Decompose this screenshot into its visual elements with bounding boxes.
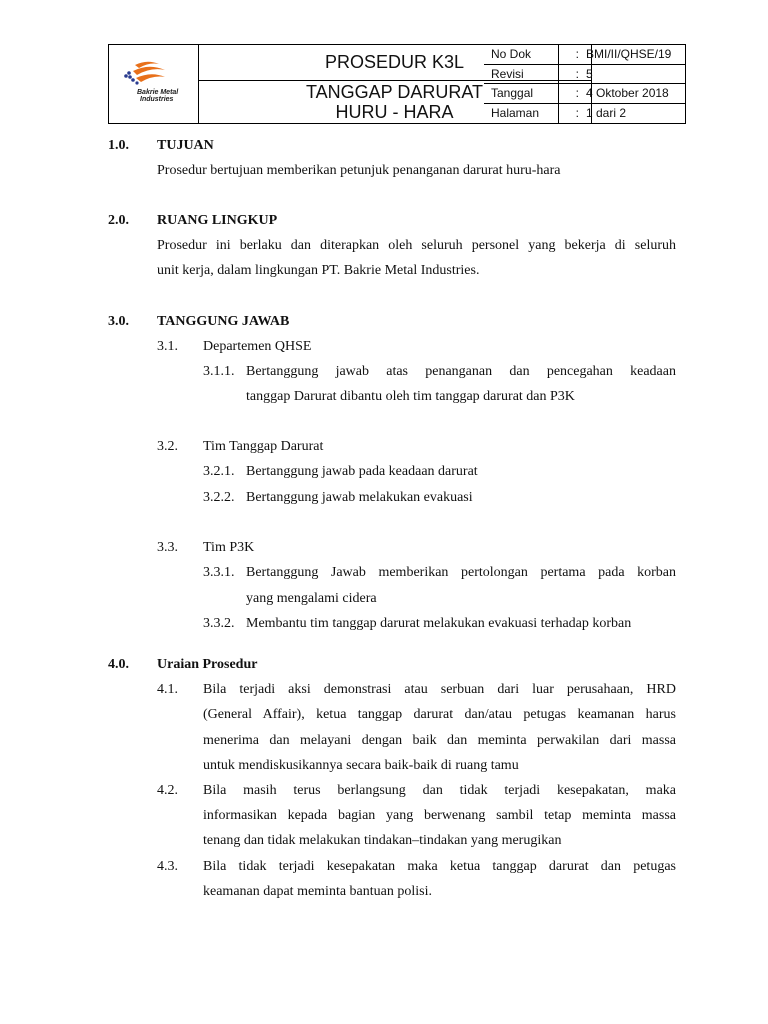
logo-text <box>137 89 178 103</box>
bakrie-metal-logo-icon <box>109 45 198 123</box>
item-text: Bertanggung jawab melakukan evakuasi <box>246 490 473 505</box>
meta-colon: : <box>575 66 579 81</box>
meta-key: Revisi <box>484 65 559 84</box>
paragraph-number: 4.1. <box>157 682 178 697</box>
item-number: 3.3.2. <box>203 616 235 631</box>
logo-cell <box>109 45 199 123</box>
meta-key: Halaman <box>484 104 559 124</box>
subsection-number: 3.1. <box>157 339 178 354</box>
paragraph-line: Prosedur ini berlaku dan diterapkan oleh seluruh personel yang bekerja di seluruh <box>157 238 676 253</box>
meta-colon: : <box>575 86 579 101</box>
section-number: 2.0. <box>108 213 129 228</box>
subsection-number: 3.2. <box>157 439 178 454</box>
item-number: 3.3.1. <box>203 565 235 580</box>
item-text: Bertanggung jawab atas penanganan dan pencegahan keadaan <box>246 364 676 379</box>
document-meta-table <box>484 45 686 123</box>
item-text: Membantu tim tanggap darurat melakukan evakuasi terhadap korban <box>246 616 632 631</box>
meta-colon: : <box>575 106 579 121</box>
paragraph-line: Prosedur bertujuan memberikan petunjuk penanganan darurat huru-hara <box>157 163 561 178</box>
meta-row-tanggal <box>484 84 686 104</box>
section-heading: Uraian Prosedur <box>157 657 258 672</box>
section-heading: TUJUAN <box>157 138 214 153</box>
paragraph-line: (General Affair), ketua tanggap darurat dan/atau petugas keamanan harus <box>203 707 676 722</box>
item-number: 3.1.1. <box>203 364 235 379</box>
meta-key: Tanggal <box>484 84 559 103</box>
paragraph-line: Bila terjadi aksi demonstrasi atau serbuan dari luar perusahaan, HRD <box>203 682 676 697</box>
section-number: 1.0. <box>108 138 129 153</box>
paragraph-line: tenang dan tidak melakukan tindakan–tindakan yang merugikan <box>203 833 562 848</box>
paragraph-line: menerima dan melayani dengan baik dan meminta perwakilan dari massa <box>203 733 676 748</box>
subtitle-line1: TANGGAP DARURAT <box>305 82 484 102</box>
paragraph-line: Bila masih terus berlangsung dan tidak terjadi kesepakatan, maka <box>203 783 676 798</box>
paragraph-line: keamanan dapat meminta bantuan polisi. <box>203 884 432 899</box>
item-text: tanggap Darurat dibantu oleh tim tanggap darurat dan P3K <box>246 389 575 404</box>
meta-value: 4 Oktober 2018 <box>586 86 669 101</box>
logo-text-line1: Bakrie Metal <box>137 89 179 96</box>
item-text: Bertanggung Jawab memberikan pertolongan pertama pada korban <box>246 565 676 580</box>
subsection-number: 3.3. <box>157 540 178 555</box>
item-text: Bertanggung jawab pada keadaan darurat <box>246 464 478 479</box>
meta-key: No Dok <box>484 45 559 64</box>
subsection-title: Departemen QHSE <box>203 339 312 354</box>
paragraph-number: 4.3. <box>157 859 178 874</box>
section-number: 4.0. <box>108 657 129 672</box>
meta-value: BMI/II/QHSE/19 <box>586 47 672 62</box>
meta-row-revisi <box>484 65 686 85</box>
item-text: yang mengalami cidera <box>246 591 377 606</box>
subtitle-line2: HURU - HARA <box>335 102 454 122</box>
paragraph-line: Bila tidak terjadi kesepakatan maka ketua tanggap darurat dan petugas <box>203 859 676 874</box>
meta-row-no-dok <box>484 45 686 65</box>
logo-text-line2: Industries <box>140 96 174 103</box>
meta-row-halaman <box>484 104 686 124</box>
paragraph-line: untuk mendiskusikannya secara baik-baik di ruang tamu <box>203 758 519 773</box>
item-number: 3.2.1. <box>203 464 235 479</box>
section-heading: TANGGUNG JAWAB <box>157 314 290 329</box>
item-number: 3.2.2. <box>203 490 235 505</box>
section-number: 3.0. <box>108 314 129 329</box>
section-heading: RUANG LINGKUP <box>157 213 278 228</box>
subsection-title: Tim Tanggap Darurat <box>203 439 324 454</box>
document-title: PROSEDUR K3L <box>198 45 591 81</box>
document-header <box>108 44 686 124</box>
paragraph-line: informasikan kepada bagian yang berwenang sambil tetap meminta massa <box>203 808 676 823</box>
paragraph-line: unit kerja, dalam lingkungan PT. Bakrie Metal Industries. <box>157 263 480 278</box>
meta-value: 5 <box>586 66 593 81</box>
subsection-title: Tim P3K <box>203 540 255 555</box>
paragraph-number: 4.2. <box>157 783 178 798</box>
meta-value: 1 dari 2 <box>586 106 627 121</box>
meta-colon: : <box>575 47 579 62</box>
